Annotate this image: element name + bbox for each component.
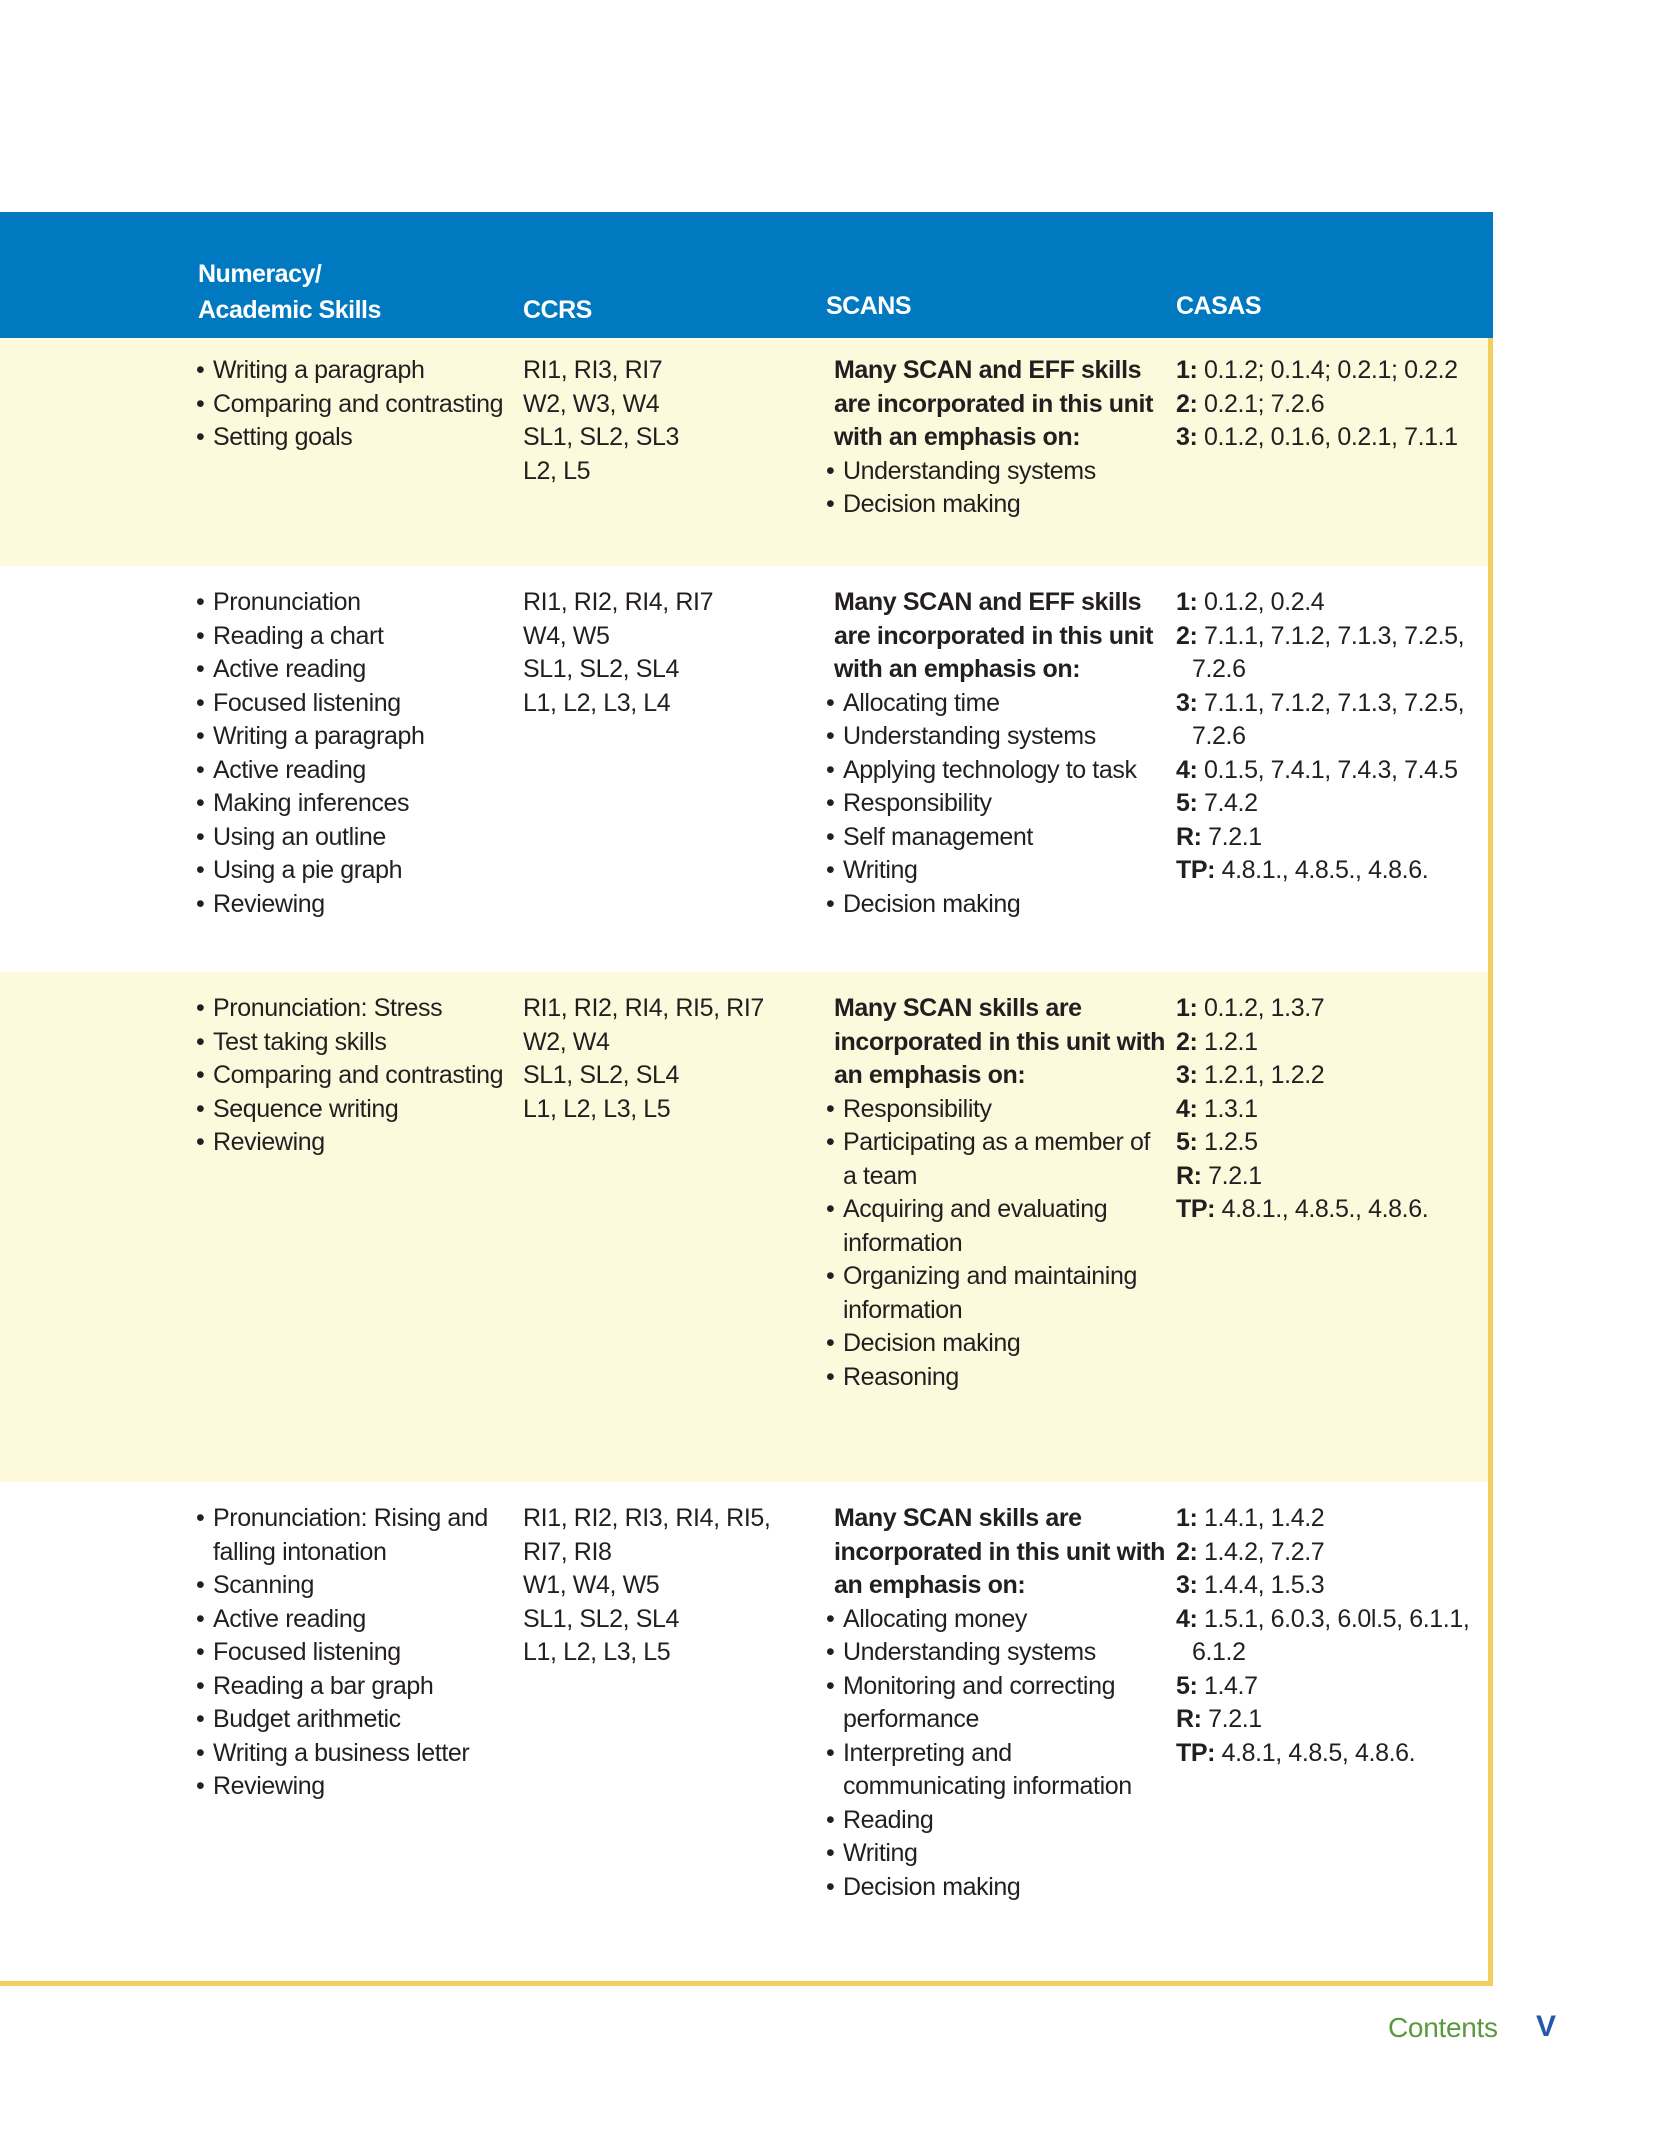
- bullet-icon: •: [826, 889, 835, 918]
- list-item: [196, 1569, 506, 1603]
- ccrs-line: RI1, RI2, RI4, RI7: [523, 588, 714, 616]
- list-item: [826, 1093, 1166, 1127]
- list-item: [826, 1260, 1166, 1327]
- scans-list: [826, 687, 1166, 922]
- numeracy-list: [196, 992, 506, 1160]
- list-item-text: Making inferences: [213, 789, 410, 817]
- bullet-icon: •: [826, 688, 835, 717]
- casas-value: 1.2.1: [1203, 1027, 1258, 1056]
- casas-entry: [1176, 1670, 1476, 1704]
- list-item: [196, 1093, 506, 1127]
- numeracy-cell: [196, 586, 506, 921]
- scans-cell: [826, 1502, 1166, 1904]
- casas-label: 1:: [1176, 994, 1198, 1022]
- casas-entry: [1176, 586, 1466, 620]
- casas-value: 1.4.2, 7.2.7: [1203, 1537, 1325, 1566]
- header-ccrs: CCRS: [523, 296, 592, 324]
- casas-cell: [1176, 992, 1476, 1227]
- list-item-text: Using an outline: [213, 822, 386, 851]
- casas-label: 3:: [1176, 688, 1198, 717]
- list-item-text: Comparing and contrasting: [213, 389, 504, 418]
- bullet-icon: •: [826, 1329, 835, 1357]
- casas-label: 5:: [1176, 789, 1198, 817]
- casas-entry: [1176, 1569, 1476, 1603]
- ccrs-line: W1, W4, W5: [523, 1571, 660, 1599]
- ccrs-cell: [523, 586, 813, 720]
- bullet-icon: •: [196, 889, 205, 918]
- ccrs-line: W2, W4: [523, 1027, 610, 1056]
- list-item: [826, 687, 1166, 721]
- bullet-icon: •: [196, 1504, 205, 1532]
- casas-value: 0.1.2, 0.1.6, 0.2.1, 7.1.1: [1203, 423, 1458, 451]
- bullet-icon: •: [826, 1671, 835, 1700]
- list-item-text: Comparing and contrasting: [213, 1061, 504, 1089]
- scans-intro: Many SCAN and EFF skills are incorporated in this unit with an emphasis on:: [834, 356, 1153, 451]
- scans-list: [826, 455, 1166, 522]
- bullet-icon: •: [826, 755, 835, 784]
- bullet-icon: •: [196, 1772, 205, 1800]
- bullet-icon: •: [196, 789, 205, 817]
- unit-row-4: [0, 1482, 1488, 1981]
- list-item-text: Responsibility: [843, 1094, 992, 1123]
- ccrs-line: L1, L2, L3, L5: [523, 1638, 671, 1666]
- list-item: [826, 754, 1166, 788]
- bullet-icon: •: [196, 1061, 205, 1089]
- curriculum-table: [0, 212, 1493, 1986]
- bullet-icon: •: [196, 1128, 205, 1156]
- bullet-icon: •: [826, 1738, 835, 1767]
- bullet-icon: •: [196, 1671, 205, 1700]
- casas-entry: [1176, 821, 1466, 855]
- list-item-text: Reading a bar graph: [213, 1671, 434, 1700]
- list-item-text: Reasoning: [843, 1362, 959, 1391]
- unit-row-2: [0, 566, 1488, 972]
- header-casas: CASAS: [1176, 292, 1262, 320]
- bullet-icon: •: [196, 755, 205, 784]
- casas-value: 1.4.7: [1203, 1671, 1258, 1700]
- ccrs-line: RI1, RI3, RI7: [523, 356, 663, 384]
- bullet-icon: •: [196, 856, 205, 884]
- list-item: [196, 854, 506, 888]
- list-item: [826, 854, 1166, 888]
- casas-label: 2:: [1176, 389, 1198, 418]
- bullet-icon: •: [196, 621, 205, 650]
- list-item-text: Reviewing: [213, 889, 325, 918]
- casas-cell: [1176, 586, 1466, 888]
- ccrs-line: L2, L5: [523, 456, 591, 485]
- list-item: [196, 620, 506, 654]
- bullet-icon: •: [196, 1604, 205, 1633]
- unit-row-3: [0, 972, 1488, 1482]
- list-item: [196, 1770, 506, 1804]
- casas-entry: [1176, 1703, 1476, 1737]
- bullet-icon: •: [196, 389, 205, 418]
- bullet-icon: •: [196, 588, 205, 616]
- ccrs-cell: [523, 354, 813, 488]
- bullet-icon: •: [826, 490, 835, 518]
- casas-value: 1.5.1, 6.0.3, 6.0l.5, 6.1.1, 6.1.2: [1192, 1604, 1470, 1666]
- footer-section-label[interactable]: Contents: [1388, 2012, 1498, 2043]
- page-number: V: [1536, 2010, 1557, 2043]
- casas-label: 3:: [1176, 1571, 1198, 1599]
- list-item-text: Writing a paragraph: [213, 722, 425, 750]
- bullet-icon: •: [826, 1128, 835, 1156]
- casas-cell: [1176, 1502, 1476, 1770]
- ccrs-cell: [523, 992, 813, 1126]
- list-item: [826, 1193, 1166, 1260]
- bullet-icon: •: [196, 688, 205, 717]
- bullet-icon: •: [826, 1839, 835, 1867]
- scans-cell: [826, 586, 1166, 921]
- casas-value: 4.8.1, 4.8.5, 4.8.6.: [1221, 1738, 1416, 1767]
- list-item-text: Understanding systems: [843, 722, 1096, 750]
- bullet-icon: •: [196, 1738, 205, 1767]
- bullet-icon: •: [826, 1262, 835, 1290]
- ccrs-line: SL1, SL2, SL4: [523, 1604, 680, 1633]
- casas-value: 7.4.2: [1203, 789, 1258, 817]
- casas-label: 5:: [1176, 1671, 1198, 1700]
- numeracy-list: [196, 586, 506, 921]
- list-item-text: Decision making: [843, 889, 1021, 918]
- casas-label: TP:: [1176, 1195, 1216, 1223]
- list-item: [826, 1603, 1166, 1637]
- list-item: [196, 1636, 506, 1670]
- casas-label: 5:: [1176, 1128, 1198, 1156]
- ccrs-line: L1, L2, L3, L4: [523, 688, 671, 717]
- bullet-icon: •: [196, 655, 205, 683]
- bullet-icon: •: [826, 1872, 835, 1901]
- list-item-text: Monitoring and correcting performance: [843, 1671, 1116, 1733]
- casas-label: R:: [1176, 822, 1202, 851]
- scans-list: [826, 1093, 1166, 1395]
- list-item: [196, 388, 506, 422]
- casas-value: 7.2.1: [1208, 1161, 1262, 1190]
- casas-label: TP:: [1176, 856, 1216, 884]
- list-item-text: Understanding systems: [843, 1638, 1096, 1666]
- list-item: [196, 1502, 506, 1569]
- bullet-icon: •: [196, 1027, 205, 1056]
- casas-value: 0.1.2; 0.1.4; 0.2.1; 0.2.2: [1203, 356, 1458, 384]
- list-item: [826, 821, 1166, 855]
- casas-label: 4:: [1176, 1604, 1198, 1633]
- bullet-icon: •: [196, 722, 205, 750]
- list-item-text: Reviewing: [213, 1128, 325, 1156]
- casas-entry: [1176, 1059, 1476, 1093]
- list-item: [826, 720, 1166, 754]
- casas-label: R:: [1176, 1161, 1202, 1190]
- list-item: [826, 1327, 1166, 1361]
- casas-cell: [1176, 354, 1476, 455]
- list-item: [196, 1026, 506, 1060]
- casas-value: 4.8.1., 4.8.5., 4.8.6.: [1221, 1195, 1429, 1223]
- casas-entry: [1176, 1026, 1476, 1060]
- casas-label: 1:: [1176, 588, 1198, 616]
- list-item: [826, 1670, 1166, 1737]
- list-item-text: Pronunciation: [213, 588, 361, 616]
- list-item-text: Responsibility: [843, 789, 992, 817]
- list-item: [826, 455, 1166, 489]
- bullet-icon: •: [196, 1638, 205, 1666]
- list-item-text: Acquiring and evaluating information: [843, 1195, 1108, 1257]
- casas-label: R:: [1176, 1705, 1202, 1733]
- list-item-text: Active reading: [213, 1604, 366, 1633]
- list-item: [196, 1126, 506, 1160]
- list-item: [196, 1059, 506, 1093]
- list-item: [826, 1636, 1166, 1670]
- casas-entry: [1176, 1160, 1476, 1194]
- list-item-text: Writing a business letter: [213, 1738, 470, 1767]
- list-item: [196, 821, 506, 855]
- numeracy-cell: [196, 1502, 506, 1804]
- numeracy-list: [196, 354, 506, 455]
- list-item: [196, 687, 506, 721]
- casas-value: 7.1.1, 7.1.2, 7.1.3, 7.2.5, 7.2.6: [1192, 621, 1465, 683]
- casas-entry: [1176, 854, 1466, 888]
- list-item-text: Allocating time: [843, 688, 1000, 717]
- bullet-icon: •: [826, 1195, 835, 1223]
- list-item: [826, 488, 1166, 522]
- casas-entry: [1176, 1536, 1476, 1570]
- bullet-icon: •: [826, 856, 835, 884]
- casas-entry: [1176, 1093, 1476, 1127]
- list-item-text: Pronunciation: Rising and falling intonation: [213, 1504, 488, 1566]
- casas-value: 0.1.5, 7.4.1, 7.4.3, 7.4.5: [1203, 755, 1458, 784]
- casas-entry: [1176, 1193, 1476, 1227]
- list-item-text: Writing a paragraph: [213, 356, 425, 384]
- list-item-text: Reading a chart: [213, 621, 384, 650]
- casas-value: 4.8.1., 4.8.5., 4.8.6.: [1221, 856, 1429, 884]
- list-item-text: Writing: [843, 1839, 918, 1867]
- list-item-text: Organizing and maintaining information: [843, 1262, 1137, 1324]
- bullet-icon: •: [826, 1362, 835, 1391]
- list-item-text: Participating as a member of a team: [843, 1128, 1151, 1190]
- bullet-icon: •: [196, 822, 205, 851]
- header-numeracy-line2: Academic Skills: [198, 296, 381, 324]
- header-numeracy: [198, 256, 381, 328]
- casas-entry: [1176, 1502, 1476, 1536]
- casas-label: 3:: [1176, 1061, 1198, 1089]
- bullet-icon: •: [826, 456, 835, 485]
- ccrs-line: SL1, SL2, SL4: [523, 655, 680, 683]
- bullet-icon: •: [196, 1705, 205, 1733]
- table-header: [0, 212, 1493, 338]
- list-item: [826, 1737, 1166, 1804]
- casas-value: 1.4.1, 1.4.2: [1203, 1504, 1325, 1532]
- casas-label: 2:: [1176, 1537, 1198, 1566]
- list-item: [196, 754, 506, 788]
- casas-label: 2:: [1176, 1027, 1198, 1056]
- scans-cell: [826, 354, 1166, 522]
- list-item-text: Self management: [843, 822, 1033, 851]
- casas-label: 4:: [1176, 755, 1198, 784]
- ccrs-line: L1, L2, L3, L5: [523, 1094, 671, 1123]
- list-item: [826, 1126, 1166, 1193]
- casas-entry: [1176, 354, 1476, 388]
- bullet-icon: •: [826, 1094, 835, 1123]
- casas-entry: [1176, 388, 1476, 422]
- casas-entry: [1176, 620, 1466, 687]
- list-item: [196, 1670, 506, 1704]
- ccrs-line: RI1, RI2, RI4, RI5, RI7: [523, 994, 764, 1022]
- bullet-icon: •: [826, 1638, 835, 1666]
- list-item-text: Understanding systems: [843, 456, 1096, 485]
- ccrs-cell: [523, 1502, 813, 1670]
- casas-label: 1:: [1176, 1504, 1198, 1532]
- list-item: [196, 653, 506, 687]
- list-item: [826, 1361, 1166, 1395]
- bullet-icon: •: [826, 1604, 835, 1633]
- numeracy-cell: [196, 992, 506, 1160]
- casas-value: 1.2.1, 1.2.2: [1203, 1061, 1325, 1089]
- list-item-text: Active reading: [213, 755, 366, 784]
- list-item-text: Writing: [843, 856, 918, 884]
- list-item-text: Active reading: [213, 655, 366, 683]
- list-item-text: Sequence writing: [213, 1094, 399, 1123]
- list-item-text: Budget arithmetic: [213, 1705, 401, 1733]
- list-item-text: Decision making: [843, 490, 1021, 518]
- casas-label: 3:: [1176, 423, 1198, 451]
- list-item: [196, 888, 506, 922]
- ccrs-line: W4, W5: [523, 621, 610, 650]
- casas-value: 7.1.1, 7.1.2, 7.1.3, 7.2.5, 7.2.6: [1192, 688, 1465, 750]
- unit-row-1: [0, 338, 1488, 566]
- list-item-text: Focused listening: [213, 688, 401, 717]
- list-item-text: Pronunciation: Stress: [213, 994, 443, 1022]
- list-item-text: Setting goals: [213, 423, 353, 451]
- numeracy-list: [196, 1502, 506, 1804]
- list-item: [196, 992, 506, 1026]
- casas-entry: [1176, 1126, 1476, 1160]
- list-item-text: Decision making: [843, 1329, 1021, 1357]
- list-item-text: Scanning: [213, 1571, 315, 1599]
- list-item-text: Using a pie graph: [213, 856, 403, 884]
- casas-entry: [1176, 1737, 1476, 1771]
- bullet-icon: •: [196, 356, 205, 384]
- list-item-text: Test taking skills: [213, 1027, 387, 1056]
- casas-value: 7.2.1: [1208, 1705, 1262, 1733]
- ccrs-line: W2, W3, W4: [523, 389, 660, 418]
- casas-entry: [1176, 992, 1476, 1026]
- casas-value: 0.2.1; 7.2.6: [1203, 389, 1325, 418]
- ccrs-line: SL1, SL2, SL4: [523, 1061, 680, 1089]
- list-item-text: Reviewing: [213, 1772, 325, 1800]
- list-item: [196, 1703, 506, 1737]
- list-item: [196, 1737, 506, 1771]
- casas-entry: [1176, 787, 1466, 821]
- casas-entry: [1176, 754, 1466, 788]
- casas-value: 1.3.1: [1203, 1094, 1258, 1123]
- casas-entry: [1176, 687, 1466, 754]
- scans-intro: Many SCAN skills are incorporated in this unit with an emphasis on:: [834, 994, 1166, 1089]
- list-item-text: Decision making: [843, 1872, 1021, 1901]
- casas-label: 1:: [1176, 356, 1198, 384]
- bullet-icon: •: [196, 994, 205, 1022]
- casas-entry: [1176, 421, 1476, 455]
- bullet-icon: •: [196, 1571, 205, 1599]
- list-item: [826, 787, 1166, 821]
- list-item: [196, 720, 506, 754]
- list-item-text: Focused listening: [213, 1638, 401, 1666]
- list-item: [196, 586, 506, 620]
- scans-cell: [826, 992, 1166, 1394]
- list-item: [826, 1871, 1166, 1905]
- casas-entry: [1176, 1603, 1476, 1670]
- scans-intro: Many SCAN and EFF skills are incorporated in this unit with an emphasis on:: [834, 588, 1153, 683]
- list-item: [826, 1804, 1166, 1838]
- list-item: [196, 787, 506, 821]
- scans-intro: Many SCAN skills are incorporated in this unit with an emphasis on:: [834, 1504, 1166, 1599]
- bullet-icon: •: [826, 789, 835, 817]
- casas-value: 1.2.5: [1203, 1128, 1258, 1156]
- casas-value: 1.4.4, 1.5.3: [1203, 1571, 1325, 1599]
- casas-value: 7.2.1: [1208, 822, 1262, 851]
- casas-label: 2:: [1176, 621, 1198, 650]
- ccrs-line: SL1, SL2, SL3: [523, 423, 680, 451]
- bullet-icon: •: [826, 822, 835, 851]
- list-item: [196, 421, 506, 455]
- list-item: [826, 888, 1166, 922]
- casas-label: TP:: [1176, 1738, 1216, 1767]
- list-item: [196, 1603, 506, 1637]
- casas-label: 4:: [1176, 1094, 1198, 1123]
- list-item: [826, 1837, 1166, 1871]
- bullet-icon: •: [196, 1094, 205, 1123]
- casas-value: 0.1.2, 1.3.7: [1203, 994, 1325, 1022]
- header-numeracy-line1: Numeracy/: [198, 260, 322, 288]
- numeracy-cell: [196, 354, 506, 455]
- list-item-text: Allocating money: [843, 1604, 1027, 1633]
- list-item-text: Reading: [843, 1805, 934, 1834]
- casas-value: 0.1.2, 0.2.4: [1203, 588, 1325, 616]
- header-scans: SCANS: [826, 292, 912, 320]
- list-item-text: Applying technology to task: [843, 755, 1137, 784]
- bullet-icon: •: [196, 423, 205, 451]
- list-item: [196, 354, 506, 388]
- list-item-text: Interpreting and communicating information: [843, 1738, 1132, 1800]
- scans-list: [826, 1603, 1166, 1905]
- bullet-icon: •: [826, 722, 835, 750]
- bullet-icon: •: [826, 1805, 835, 1834]
- ccrs-line: RI1, RI2, RI3, RI4, RI5, RI7, RI8: [523, 1504, 771, 1566]
